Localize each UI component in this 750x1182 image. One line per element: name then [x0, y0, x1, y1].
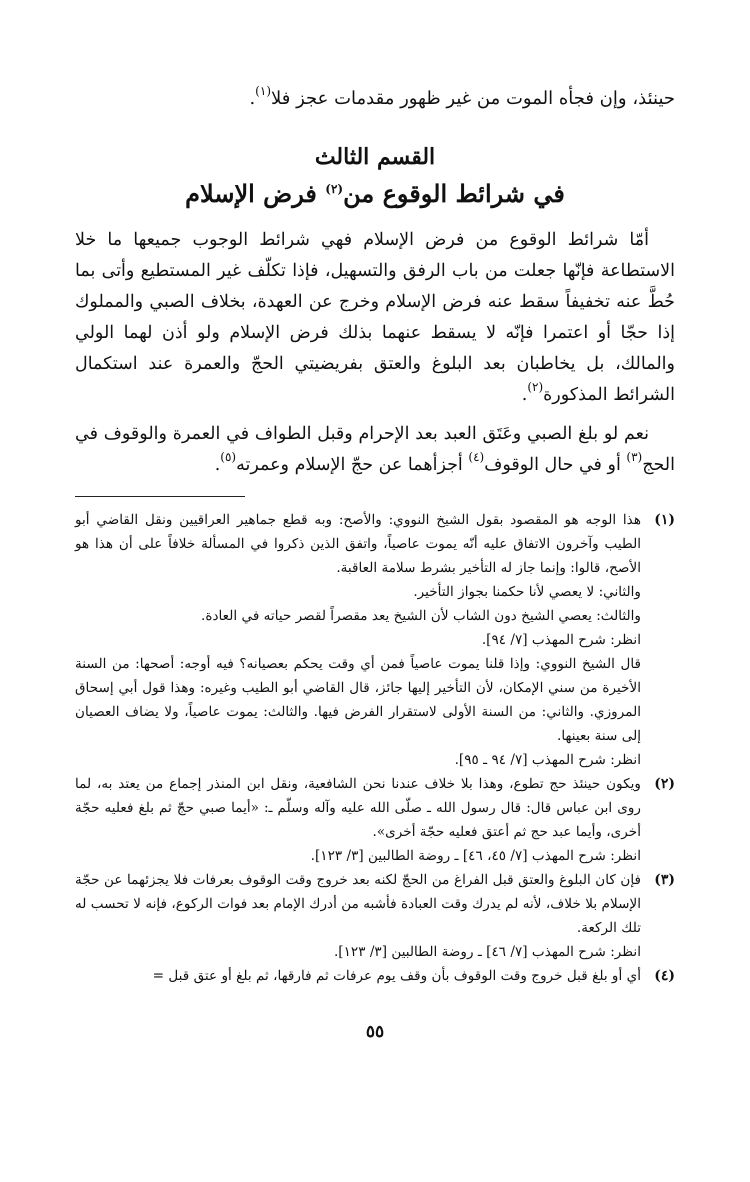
footnote-reference: انظر: شرح المهذب [٧/ ٩٤]. — [481, 632, 641, 648]
footnote-text: فإن كان البلوغ والعتق قبل الفراغ من الحجّ لكنه بعد خروج وقت الوقوف بعرفات فلا يجزئهما عن حجّة الإسلام بلا خلاف، لأنه لم يدرك وقت العبادة فأشبه من أدرك الإمام بعد فوات الركوع، فإنه لا تحسب له تلك الركعة. — [75, 872, 641, 936]
footnote-body — [75, 868, 641, 964]
footnote-reference: انظر: شرح المهذب [٧/ ٩٤ ـ ٩٥]. — [454, 752, 641, 768]
footnote-marker[interactable]: (٢) — [527, 380, 544, 394]
footnote-body — [75, 508, 641, 772]
footnote — [75, 508, 675, 772]
footnote-text: والثالث: يعصي الشيخ دون الشاب لأن الشيخ يعد مقصراً لقصر حياته في العادة. — [201, 608, 641, 624]
footnote-number: (٣) — [654, 872, 675, 888]
footnotes — [75, 508, 675, 988]
footnote-marker[interactable]: (١) — [255, 84, 271, 98]
book-page — [75, 0, 675, 1182]
footnote-marker[interactable]: (٣) — [626, 450, 643, 464]
page-number: ٥٥ — [365, 1022, 385, 1042]
footnote-text: أي أو بلغ قبل خروج وقت الوقوف بأن وقف يوم عرفات ثم فارقها، ثم بلغ أو عتق قبل = — [152, 968, 641, 984]
footnote-text: والثاني: لا يعصي لأنا حكمنا بجواز التأخير. — [413, 584, 641, 600]
footnote-body — [75, 964, 641, 988]
footnote-number: (٢) — [654, 776, 675, 792]
footnote-text: ويكون حينئذ حج تطوع، وهذا بلا خلاف عندنا نحن الشافعية، ونقل ابن المنذر إجماع من يعتد به، لما روى ابن عباس قال: قال رسول الله ـ صلّى الله عليه وآله وسلّم ـ: «أيما صبي حجّ ثم بلغ فعليه حجّة أخرى، وأيما عبد حج ثم أعتق فعليه حجّة أخرى». — [75, 776, 641, 840]
section-subtitle: في شرائط الوقوع من$^{(٢)}$ فرض الإسلام — [185, 179, 565, 208]
continuation-line: حينئذ، وإن فجأه الموت من غير ظهور مقدمات عجز فلا$^{(١)}$. — [249, 84, 675, 109]
footnote-text: هذا الوجه هو المقصود بقول الشيخ النووي: والأصح: وبه قطع جماهير العراقيين ونقل القاضي أبو الطيب وآخرون الاتفاق عليه أنّه يموت عاصياً، واتفق الذين ذكروا في المسألة خلافاً على أن هذا هو الأصح، قالوا: وإنما جاز له التأخير بشرط سلامة العاقبة. — [75, 512, 641, 576]
footnote — [75, 868, 675, 964]
footnote-marker[interactable]: (٤) — [468, 450, 485, 464]
footnote-divider — [75, 496, 245, 497]
footnote — [75, 772, 675, 868]
footnote-reference: انظر: شرح المهذب [٧/ ٤٥، ٤٦] ـ روضة الطالبين [٣/ ١٢٣]. — [310, 848, 641, 864]
footnote-number: (١) — [654, 512, 675, 528]
footnote-marker[interactable]: (٢) — [325, 182, 344, 196]
footnote-text: قال الشيخ النووي: وإذا قلنا يموت عاصياً فمن أي وقت يحكم بعصيانه؟ فيه أوجه: أصحها: من السنة الأخيرة من سني الإمكان، لأن التأخير إليها جائز، قال القاضي أبو الطيب وغيره: وهذا قول أبي إسحاق المروزي. والثاني: من السنة الأولى لاستقرار الفرض فيها. والثالث: يموت عاصياً، ولا يضاف العصيان إلى سنة بعينها. — [75, 656, 641, 744]
footnote-marker[interactable]: (٥) — [220, 450, 237, 464]
paragraph: نعم لو بلغ الصبي وعَتَق العبد بعد الإحرام وقبل الطواف في العمرة والوقوف في الحج$^{(٣)}$ أو في حال الوقوف$^{(٤)}$ أجزأهما عن حجّ الإسلام وعمرته$^{(٥)}$. — [75, 424, 675, 475]
footnote-body — [75, 772, 641, 868]
footnote-reference: انظر: شرح المهذب [٧/ ٤٦] ـ روضة الطالبين [٣/ ١٢٣]. — [333, 944, 641, 960]
footnote-number: (٤) — [654, 968, 675, 984]
section-title: القسم الثالث — [314, 144, 436, 170]
footnote — [75, 964, 675, 988]
main-text — [75, 225, 675, 489]
paragraph: أمّا شرائط الوقوع من فرض الإسلام فهي شرائط الوجوب جميعها ما خلا الاستطاعة فإنّها جعلت من باب الرفق والتسهيل، فإذا تكلّف غير المستطيع وأتى بما حُطَّ عنه تخفيفاً سقط عنه فرض الإسلام وخرج عن العهدة، بخلاف الصبي والمملوك إذا حجّا أو اعتمرا فإنّه لا يسقط عنهما بذلك فرض الإسلام ولو أذن لهما الولي والمالك، بل يخاطبان بعد البلوغ والعتق بفريضيتي الحجّ والعمرة عند استكمال الشرائط المذكورة$^{(٢)}$. — [75, 230, 675, 405]
